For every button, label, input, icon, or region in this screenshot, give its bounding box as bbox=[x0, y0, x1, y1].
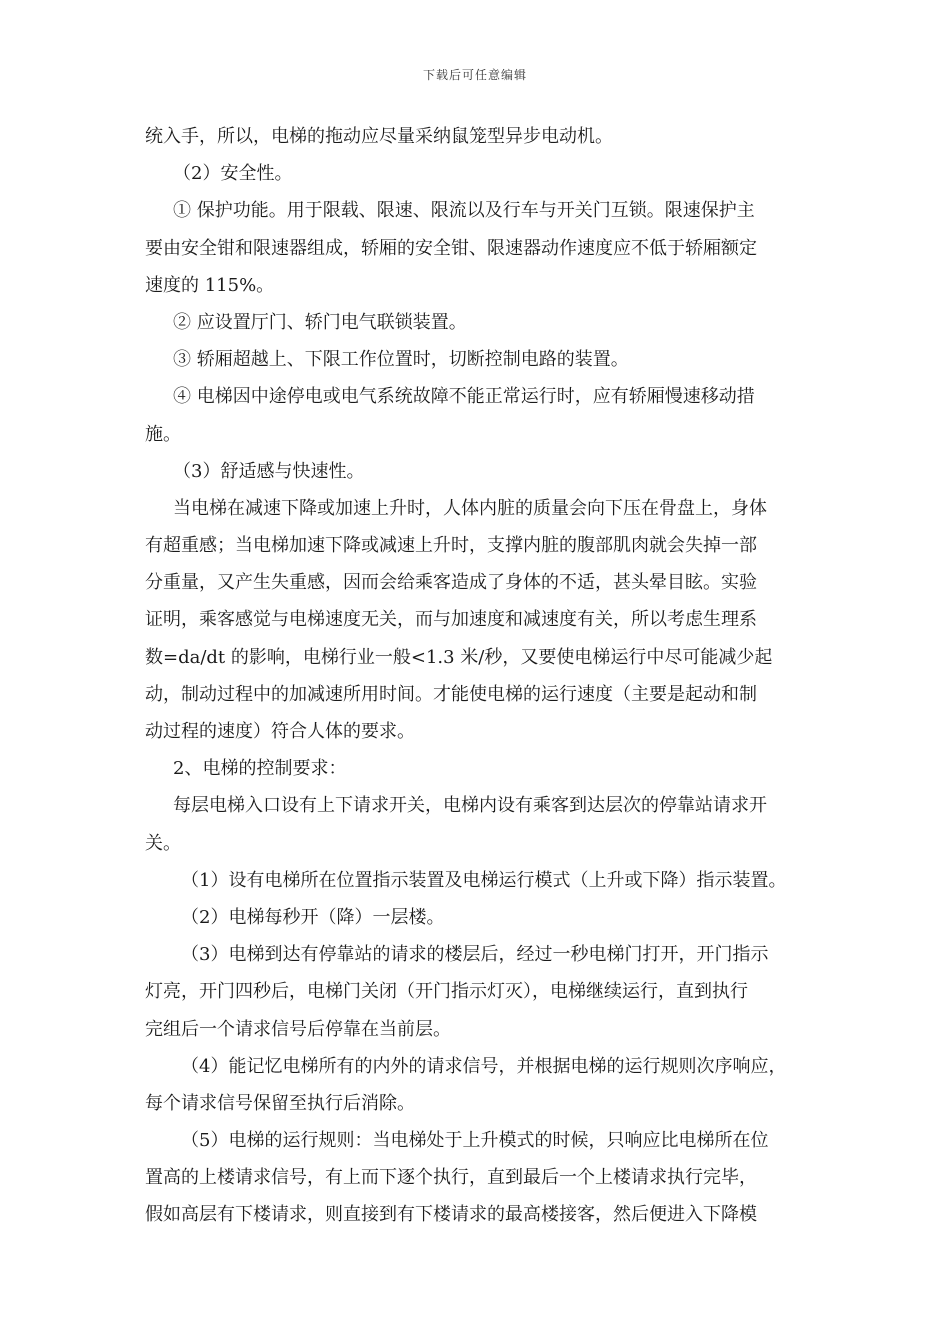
paragraph-line: 速度的 115%。 bbox=[145, 274, 275, 296]
list-item: （3）电梯到达有停靠站的请求的楼层后，经过一秒电梯门打开，开门指示 bbox=[181, 944, 769, 966]
paragraph-line: 施。 bbox=[145, 423, 181, 445]
paragraph-line: 每个请求信号保留至执行后消除。 bbox=[145, 1092, 415, 1114]
paragraph-line: 分重量，又产生失重感，因而会给乘客造成了身体的不适，甚头晕目眩。实验 bbox=[145, 572, 757, 594]
list-item: （2）电梯每秒开（降）一层楼。 bbox=[181, 906, 445, 928]
paragraph-line: 统入手，所以，电梯的拖动应尽量采纳鼠笼型异步电动机。 bbox=[145, 126, 613, 147]
paragraph-line: ③ 轿厢超越上、下限工作位置时，切断控制电路的装置。 bbox=[173, 349, 629, 371]
paragraph-line: 证明，乘客感觉与电梯速度无关，而与加速度和减速度有关，所以考虑生理系 bbox=[145, 609, 757, 631]
paragraph-line: 假如高层有下楼请求，则直接到有下楼请求的最高楼接客，然后便进入下降模 bbox=[145, 1204, 757, 1226]
paragraph-line: 灯亮，开门四秒后，电梯门关闭（开门指示灯灭），电梯继续运行，直到执行 bbox=[145, 981, 748, 1003]
paragraph-line: 数=da/dt 的影响，电梯行业一般<1.3 米/秒，又要使电梯运行中尽可能减少起 bbox=[145, 646, 773, 668]
paragraph-line: 动，制动过程中的加减速所用时间。才能使电梯的运行速度（主要是起动和制 bbox=[145, 683, 757, 705]
paragraph-line: ① 保护功能。用于限载、限速、限流以及行车与开关门互锁。限速保护主 bbox=[173, 200, 755, 222]
section-heading-control: 2、电梯的控制要求： bbox=[173, 758, 347, 780]
section-heading-comfort: （3）舒适感与快速性。 bbox=[173, 460, 365, 482]
section-heading-safety: （2）安全性。 bbox=[173, 163, 293, 185]
paragraph-line: ② 应设置厅门、轿门电气联锁装置。 bbox=[173, 311, 467, 333]
paragraph-line: 每层电梯入口设有上下请求开关，电梯内设有乘客到达层次的停靠站请求开 bbox=[173, 795, 767, 817]
paragraph-line: 动过程的速度）符合人体的要求。 bbox=[145, 721, 415, 742]
paragraph-line: 要由安全钳和限速器组成，轿厢的安全钳、限速器动作速度应不低于轿厢额定 bbox=[145, 237, 757, 259]
page-header: 下载后可任意编辑 bbox=[422, 68, 527, 82]
list-item: （1）设有电梯所在位置指示装置及电梯运行模式（上升或下降）指示装置。 bbox=[181, 869, 787, 891]
paragraph-line: 关。 bbox=[145, 832, 181, 854]
paragraph-line: 有超重感；当电梯加速下降或减速上升时，支撑内脏的腹部肌肉就会失掉一部 bbox=[145, 535, 757, 557]
document-body bbox=[145, 118, 813, 1234]
paragraph-line: 完组后一个请求信号后停靠在当前层。 bbox=[145, 1018, 451, 1040]
list-item: （4）能记忆电梯所有的内外的请求信号，并根据电梯的运行规则次序响应， bbox=[181, 1055, 787, 1077]
paragraph-line: ④ 电梯因中途停电或电气系统故障不能正常运行时，应有轿厢慢速移动措 bbox=[173, 386, 755, 408]
paragraph-line: 当电梯在减速下降或加速上升时，人体内脏的质量会向下压在骨盘上，身体 bbox=[173, 497, 767, 519]
paragraph-line: 置高的上楼请求信号，有上而下逐个执行，直到最后一个上楼请求执行完毕， bbox=[145, 1167, 757, 1189]
list-item: （5）电梯的运行规则：当电梯处于上升模式的时候，只响应比电梯所在位 bbox=[181, 1130, 769, 1152]
